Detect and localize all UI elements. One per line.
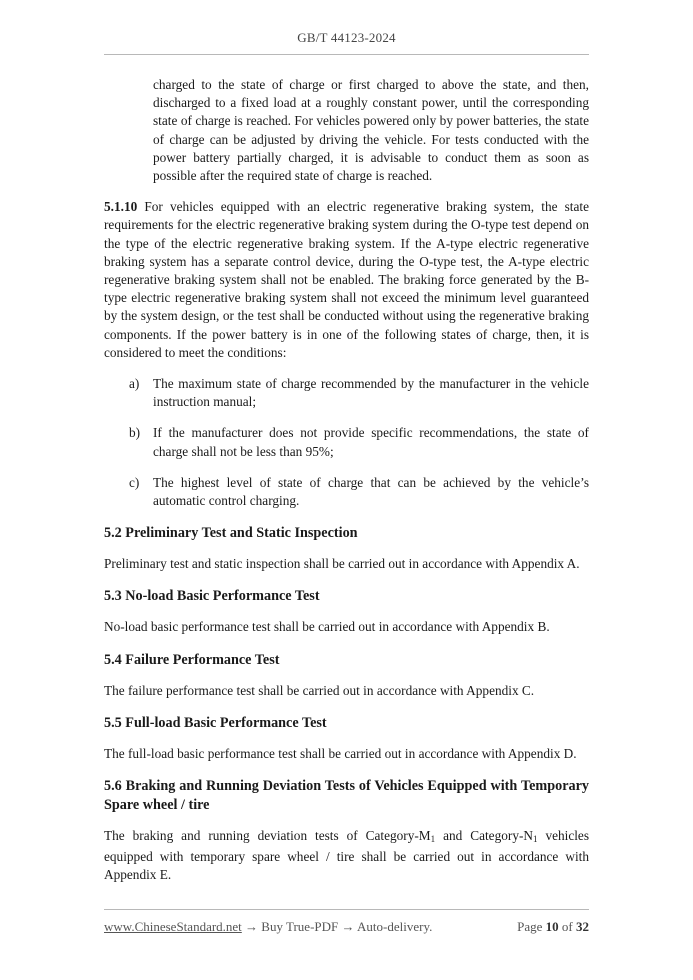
list-marker: c) (129, 474, 140, 490)
section-body-5-3: No-load basic performance test shall be carried out in accordance with Appendix B. (104, 619, 550, 635)
page-label: Page (517, 919, 546, 934)
section-body-5-4: The failure performance test shall be carried out in accordance with Appendix C. (104, 682, 535, 698)
section-body-5-6 (104, 827, 589, 885)
footer-links (104, 919, 432, 935)
page-number (517, 919, 589, 935)
section-heading-5-3: 5.3 No-load Basic Performance Test (104, 588, 320, 605)
list-item-text: The highest level of state of charge that can be achieved by the vehicle’s automatic control charging. (153, 474, 589, 509)
arrow-icon: → (241, 919, 262, 934)
page-current: 10 (545, 919, 559, 934)
section-body-5-5: The full-load basic performance test shall be carried out in accordance with Appendix D. (104, 745, 577, 761)
clause-5-1-10 (104, 198, 589, 362)
page-footer (104, 919, 589, 935)
site-link[interactable]: www.ChineseStandard.net (104, 919, 242, 934)
section-body-5-2: Preliminary test and static inspection shall be carried out in accordance with Appendix A. (104, 556, 580, 572)
body-text: vehicles equipped with temporary spare wheel / tire shall be carried out in accordance with Appendix E. (104, 828, 590, 883)
clause-text: For vehicles equipped with an electric regenerative braking system, the state requirements for the electric regenerative braking system during the O-type test depend on the type of the electric regenerative braking system. If the A-type electric regenerative braking system has a separate control device, during the O-type test, the A-type electric regenerative braking system shall not be enabled. The braking force generated by the B-type electric regenerative braking system shall not exceed the minimum level guaranteed by the system design, or the test shall be conducted without using the regenerative braking components. If the power battery is in one of the following states of charge, then, it is considered to meet the conditions: (104, 199, 589, 360)
list-marker: a) (129, 376, 140, 392)
page-total: 32 (576, 919, 589, 934)
footer-divider (104, 909, 589, 910)
list-item (104, 474, 589, 510)
arrow-icon: → (338, 919, 358, 934)
intro-paragraph: charged to the state of charge or first charged to above the state, and then, discharged to a fixed load at a roughly constant power, until the corresponding state of charge is reached. For vehicles powered only by power batteries, the state of charge can be adjusted by driving the vehicle. For tests conducted with the power battery partially charged, it is advisable to conduct them as soon as possible after the required state of charge is reached. (153, 77, 589, 184)
list-item (104, 424, 589, 460)
body-text: The braking and running deviation tests of Category-M (104, 828, 431, 844)
subscript-m1: 1 (430, 834, 436, 845)
buy-text: Buy True-PDF (261, 919, 339, 934)
page-of: of (558, 919, 576, 934)
section-heading-5-2: 5.2 Preliminary Test and Static Inspection (104, 525, 358, 542)
header-divider (104, 54, 589, 55)
list-item-text: The maximum state of charge recommended by the manufacturer in the vehicle instruction manual; (153, 376, 589, 410)
section-heading-5-4: 5.4 Failure Performance Test (104, 651, 280, 668)
delivery-text: Auto-delivery. (357, 919, 433, 934)
page-content (104, 76, 589, 885)
charge-state-list (104, 375, 589, 510)
list-marker: b) (129, 425, 141, 441)
list-item-text: If the manufacturer does not provide specific recommendations, the state of charge shall not be less than 95%; (153, 425, 589, 459)
body-text: and Category-N (435, 828, 533, 844)
section-heading-5-6: 5.6 Braking and Running Deviation Tests of Vehicles Equipped with Temporary Spare wheel / tire (104, 778, 589, 814)
document-code-header: GB/T 44123-2024 (297, 30, 396, 45)
subscript-n1: 1 (533, 834, 538, 845)
section-heading-5-5: 5.5 Full-load Basic Performance Test (104, 714, 327, 731)
clause-number: 5.1.10 (104, 199, 138, 215)
list-item (104, 375, 589, 411)
